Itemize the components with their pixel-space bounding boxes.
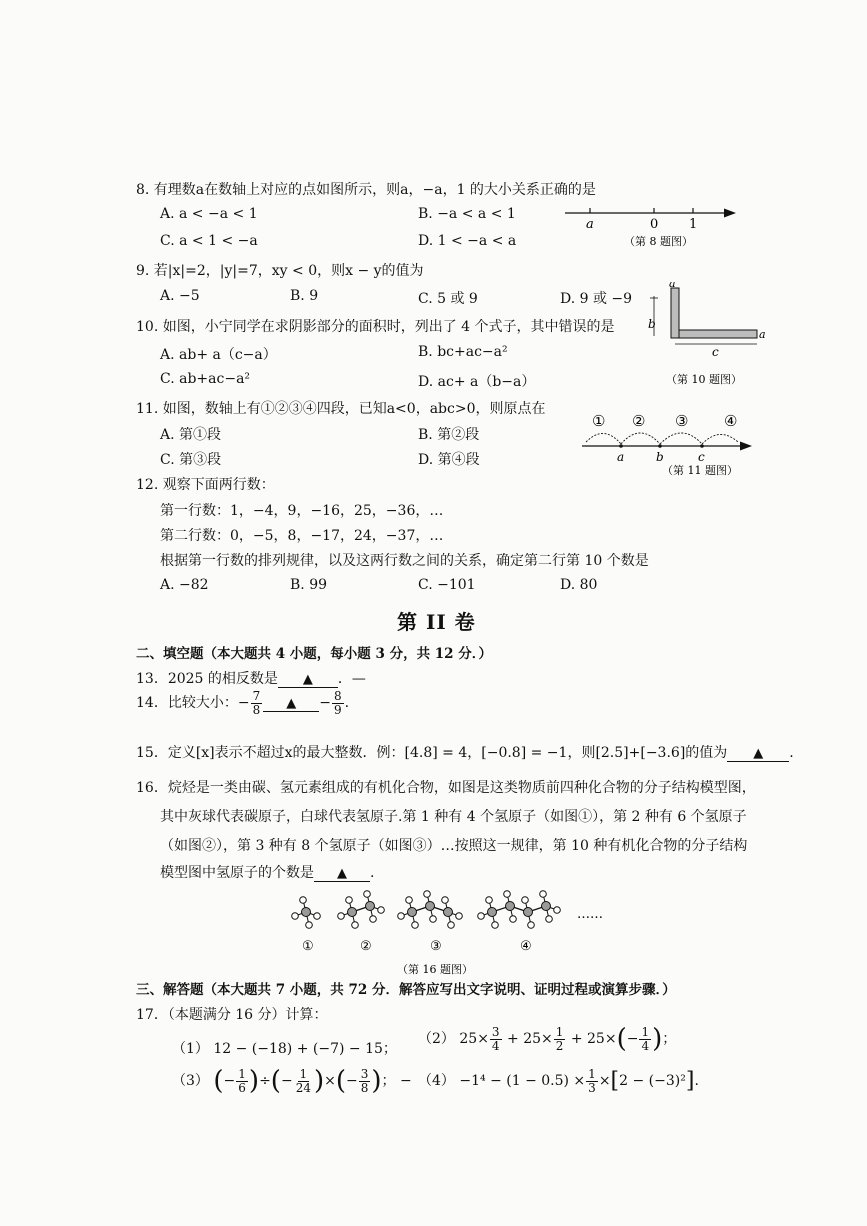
- q11-point-a: a: [617, 450, 625, 464]
- q15-triangle-mark: ▲: [753, 746, 764, 761]
- molecule-3: [398, 891, 463, 929]
- q11-option-c: C. 第③段: [160, 452, 222, 468]
- q11-segment-4: ④: [724, 412, 738, 430]
- hydrogen-atom: [492, 922, 499, 929]
- q11-option-d: D. 第④段: [418, 452, 480, 468]
- q14: 14．比较大小：− $\frac{7}{8}$ ▲ − $\frac{8}{9}$ .: [136, 689, 350, 717]
- q17-part-4: （4） −1⁴ − (1 − 0.5) × $\frac{1}{3}$ ×[2 − (−3)²].: [418, 1067, 699, 1095]
- q11-option-a: A. 第①段: [160, 427, 222, 443]
- q8-label-0: 0: [650, 217, 659, 232]
- q14-fraction-2: $\frac{8}{9}$: [333, 689, 342, 717]
- volume-2-title: 第 II 卷: [397, 610, 476, 634]
- q14-answer-blank[interactable]: [263, 695, 319, 712]
- q17-part-1: （1） 12 − (−18) + (−7) − 15；: [172, 1041, 397, 1057]
- carbon-atom: [348, 908, 357, 917]
- q15-answer-blank[interactable]: [727, 745, 789, 762]
- q13: [136, 668, 366, 688]
- q17-p4-fraction: $\frac{1}{3}$: [588, 1067, 596, 1095]
- q14-text: 14．比较大小：: [136, 695, 238, 712]
- q9-option-a: A. −5: [160, 288, 200, 304]
- carbon-atom: [506, 902, 515, 911]
- q8-caption: （第 8 题图）: [624, 235, 693, 248]
- q16-fig-label-3: ③: [430, 939, 442, 954]
- carbon-atom: [488, 908, 497, 917]
- section-3-heading: 三、解答题（本大题共 7 小题，共 72 分．解答应写出文字说明、证明过程或演算步骤．）: [136, 982, 676, 998]
- q16-line-2: 其中灰球代表碳原子，白球代表氢原子.第 1 种有 4 个氢原子（如图①），第 2 种有 6 个氢原子: [160, 809, 747, 825]
- molecule-2: [338, 891, 385, 929]
- q13-tail: ．—: [337, 671, 366, 687]
- hydrogen-atom: [528, 922, 535, 929]
- q16-line-1: 16．烷烃是一类由碳、氢元素组成的有机化合物，如图是这类物质前四种化合物的分子结构模型图，: [136, 780, 756, 796]
- q8-label-1: 1: [689, 217, 698, 232]
- q13-triangle-mark: ▲: [302, 672, 313, 687]
- hydrogen-atom: [478, 913, 485, 920]
- q9-option-b: B. 9: [290, 288, 319, 304]
- hydrogen-atom: [554, 907, 561, 914]
- q12-option-d: D. 80: [560, 577, 598, 593]
- q17-p3-fraction-2: $\frac{1}{24}$: [295, 1067, 311, 1095]
- hydrogen-atom: [442, 897, 449, 904]
- q17-part-3: （3） (− $\frac{1}{6}$ )÷(− $\frac{1}{24}$ )×(− $\frac{3}{8}$ )； −: [172, 1066, 412, 1097]
- hydrogen-atom: [378, 907, 385, 914]
- q11-caption: （第 11 题图）: [662, 464, 738, 477]
- section-2-heading: 二、填空题（本大题共 4 小题，每小题 3 分，共 12 分．）: [136, 646, 493, 662]
- q10-option-d: D. ac+ a（b−a）: [418, 374, 536, 390]
- carbon-atom: [408, 908, 417, 917]
- q10-option-b: B. bc+ac−a²: [418, 344, 508, 360]
- hydrogen-atom: [448, 922, 455, 929]
- q8-number-line-figure: [560, 200, 740, 252]
- q17-p3-fraction-3: $\frac{3}{8}$: [360, 1067, 369, 1095]
- q10-label-b: b: [648, 317, 656, 331]
- hydrogen-atom: [398, 913, 405, 920]
- q16-ellipsis: ……: [577, 907, 603, 922]
- q11-segment-3: ③: [675, 412, 689, 430]
- hydrogen-atom: [456, 913, 463, 920]
- q16-line-4: 模型图中氢原子的个数是 ▲ .: [160, 865, 375, 881]
- q9-stem: 9. 若|x|=2，|y|=7，xy < 0，则x − y的值为: [136, 263, 424, 279]
- q9-option-c: C. 5 或 9: [418, 291, 478, 307]
- hydrogen-atom: [540, 891, 547, 898]
- molecule-4: [478, 891, 561, 929]
- q17-part-2: （2） 25× $\frac{3}{4}$ + 25× $\frac{1}{2}$ + 25×(− $\frac{1}{4}$ )；: [418, 1024, 677, 1055]
- hydrogen-atom: [406, 897, 413, 904]
- q16-caption: （第 16 题图）: [397, 963, 473, 976]
- q15: 15．定义[x]表示不超过x的最大整数．例：[4.8] = 4，[−0.8] = −1，则[2.5]+[−3.6]的值为 ▲ .: [136, 745, 794, 761]
- q11-point-b: b: [656, 450, 664, 464]
- q8-option-c: C. a < 1 < −a: [160, 233, 258, 249]
- carbon-atom: [444, 908, 453, 917]
- carbon-atom: [302, 908, 311, 917]
- carbon-atom: [542, 902, 551, 911]
- hydrogen-atom: [504, 891, 511, 898]
- q11-number-line-figure: [578, 408, 758, 480]
- q10-stem: 10. 如图，小宁同学在求阴影部分的面积时，列出了 4 个式子，其中错误的是: [136, 319, 615, 335]
- q10-label-c: c: [712, 345, 719, 359]
- q16-fig-label-2: ②: [360, 939, 372, 954]
- hydrogen-atom: [314, 913, 321, 920]
- hydrogen-atom: [522, 897, 529, 904]
- q11-option-b: B. 第②段: [418, 427, 480, 443]
- q15-text: 15．定义[x]表示不超过x的最大整数．例：[4.8] = 4，[−0.8] = −1，则[2.5]+[−3.6]的值为: [136, 745, 728, 761]
- q17-p2-fraction-2: $\frac{1}{2}$: [555, 1025, 564, 1053]
- q12-option-b: B. 99: [290, 577, 328, 593]
- carbon-atom: [426, 902, 435, 911]
- hydrogen-atom: [338, 913, 345, 920]
- hydrogen-atom: [424, 891, 431, 898]
- q17-p2-fraction-1: $\frac{3}{4}$: [491, 1025, 500, 1053]
- hydrogen-atom: [546, 916, 553, 923]
- hydrogen-atom: [352, 922, 359, 929]
- molecule-1: [292, 897, 321, 929]
- hydrogen-atom: [486, 897, 493, 904]
- hydrogen-atom: [292, 913, 299, 920]
- q16-molecule-figure: [280, 888, 630, 978]
- hydrogen-atom: [430, 916, 437, 923]
- q13-answer-blank[interactable]: [278, 671, 338, 688]
- carbon-atom: [524, 908, 533, 917]
- q16-triangle-mark: ▲: [337, 866, 347, 881]
- q8-label-a: a: [586, 217, 594, 232]
- hydrogen-atom: [306, 922, 313, 929]
- carbon-atom: [366, 902, 375, 911]
- q12-stem: 12. 观察下面两行数：: [136, 477, 275, 493]
- q17-p3-fraction-1: $\frac{1}{6}$: [238, 1067, 246, 1095]
- q11-segment-2: ②: [632, 412, 646, 430]
- hydrogen-atom: [412, 922, 419, 929]
- hydrogen-atom: [510, 916, 517, 923]
- q17-p2-fraction-3: $\frac{1}{4}$: [641, 1025, 650, 1053]
- q12-row2: 第二行数：0，−5，8，−17，24，−37，…: [160, 528, 444, 544]
- q8-option-b: B. −a < a < 1: [418, 206, 516, 222]
- q10-shaded-figure: [640, 282, 770, 390]
- hydrogen-atom: [370, 916, 377, 923]
- q16-line-3: （如图②），第 3 种有 8 个氢原子（如图③）…按照这一规律，第 10 种有机化合物的分子结构: [160, 838, 748, 854]
- q12-row1: 第一行数：1，−4，9，−16，25，−36，…: [160, 503, 444, 519]
- q8-option-d: D. 1 < −a < a: [418, 233, 517, 249]
- q10-label-a-right: a: [759, 328, 766, 341]
- q10-label-a-top: a: [669, 282, 676, 290]
- q12-option-a: A. −82: [160, 577, 209, 593]
- q8-stem: 8. 有理数a在数轴上对应的点如图所示，则a，−a，1 的大小关系正确的是: [136, 182, 596, 198]
- q12-question: 根据第一行数的排列规律，以及这两行数之间的关系，确定第二行第 10 个数是: [160, 553, 649, 569]
- q16-fig-label-1: ①: [302, 939, 314, 954]
- q8-option-a: A. a < −a < 1: [160, 206, 258, 222]
- q14-triangle-mark: ▲: [286, 696, 297, 712]
- hydrogen-atom: [300, 897, 307, 904]
- hydrogen-atom: [364, 891, 371, 898]
- hydrogen-atom: [346, 897, 353, 904]
- q16-fig-label-4: ④: [520, 939, 532, 954]
- q11-segment-1: ①: [592, 412, 606, 430]
- q14-fraction-1: $\frac{7}{8}$: [252, 689, 261, 717]
- q10-caption: （第 10 题图）: [666, 373, 742, 386]
- q17-stem: 17．（本题满分 16 分）计算：: [136, 1007, 328, 1023]
- q12-option-c: C. −101: [418, 577, 476, 593]
- q11-stem: 11. 如图，数轴上有①②③④四段，已知a<0，abc>0，则原点在: [136, 401, 546, 417]
- q16-answer-blank[interactable]: [314, 865, 370, 882]
- q10-option-c: C. ab+ac−a²: [160, 371, 251, 387]
- q13-text: 13．2025 的相反数是: [136, 671, 278, 687]
- q11-point-c: c: [698, 450, 705, 464]
- q10-option-a: A. ab+ a（c−a）: [160, 347, 277, 363]
- q9-option-d: D. 9 或 −9: [560, 291, 633, 307]
